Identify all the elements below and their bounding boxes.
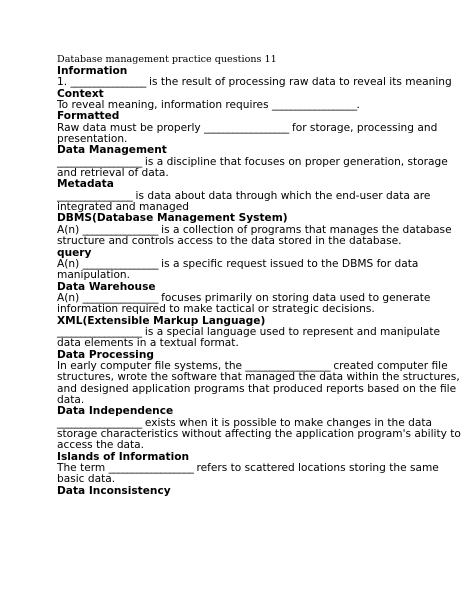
term-islands-of-information: Islands of Information	[57, 450, 190, 463]
answer-blank: ________________	[57, 189, 133, 202]
question-data-independence	[57, 418, 467, 452]
question-text: is a special language used to represent and manipulate data elements in a textual format.	[57, 325, 441, 350]
question-text: is a specific request issued to the DBMS for data manipulation.	[57, 257, 419, 282]
question-islands-of-information	[57, 463, 467, 486]
answer-blank: __________________	[245, 359, 330, 372]
answer-blank: ________________	[82, 223, 158, 236]
term-query: query	[57, 246, 92, 259]
question-text: 1.	[57, 76, 71, 89]
question-text: refers to scattered locations storing the same basic data.	[57, 462, 439, 486]
question-dbms	[57, 225, 467, 248]
question-text: is a discipline that focuses on proper generation, storage and retrieval of data.	[57, 155, 448, 180]
answer-blank: ________________	[82, 291, 158, 304]
term-formatted: Formatted	[57, 110, 120, 123]
question-data-management	[57, 157, 467, 180]
term-data-warehouse: Data Warehouse	[57, 280, 156, 293]
question-text: .	[356, 99, 360, 112]
term-data-processing: Data Processing	[57, 348, 154, 361]
question-data-processing	[57, 361, 467, 406]
answer-blank: ________________	[70, 76, 146, 89]
answer-blank: __________________	[271, 99, 357, 112]
question-information	[57, 77, 467, 88]
answer-blank: __________________	[57, 155, 142, 168]
term-data-independence: Data Independence	[57, 405, 174, 418]
question-text: is data about data through which the end-user data are integrated and managed	[57, 189, 431, 214]
answer-blank: __________________	[204, 121, 289, 134]
question-xml	[57, 327, 467, 350]
question-text: is a collection of programs that manages the database structure and controls access to the data stored in the database.	[57, 223, 452, 248]
answer-blank: ________________	[82, 257, 158, 270]
question-text: for storage, processing and presentation.	[57, 121, 438, 146]
question-text: is the result of processing raw data to reveal its meaning	[145, 76, 452, 89]
term-metadata: Metadata	[57, 178, 114, 191]
document-page	[57, 54, 467, 497]
question-metadata	[57, 191, 467, 214]
question-text: A(n)	[57, 291, 83, 304]
question-text: A(n)	[57, 223, 83, 236]
term-data-management: Data Management	[57, 144, 167, 157]
question-text: To reveal meaning, information requires	[57, 99, 272, 112]
question-text: focuses primarily on storing data used to generate information required to make tactical or strategic decisions.	[57, 291, 431, 316]
question-text: In early computer file systems, the	[57, 359, 246, 372]
term-information: Information	[57, 65, 128, 77]
answer-blank: __________________	[108, 462, 194, 475]
term-context: Context	[57, 87, 104, 100]
question-text: The term	[57, 462, 109, 475]
document-title: Database management practice questions 11	[57, 54, 277, 65]
question-text: exists when it is possible to make changes in the data storage characteristics without affecting the application program's ability to access the data.	[57, 416, 461, 452]
answer-blank: __________________	[57, 325, 142, 338]
answer-blank: __________________	[57, 416, 142, 429]
question-text: A(n)	[57, 257, 83, 270]
term-dbms: DBMS(Database Management System)	[57, 212, 288, 225]
question-text: Raw data must be properly	[57, 121, 205, 134]
term-xml: XML(Extensible Markup Language)	[57, 314, 266, 327]
question-data-warehouse	[57, 293, 467, 316]
term-data-inconsistency: Data Inconsistency	[57, 484, 171, 497]
question-query	[57, 259, 467, 282]
question-formatted	[57, 123, 467, 146]
question-text: created computer file structures, wrote the software that managed the data within the structures, and designed application programs that produced reports based on the file data.	[57, 359, 460, 406]
